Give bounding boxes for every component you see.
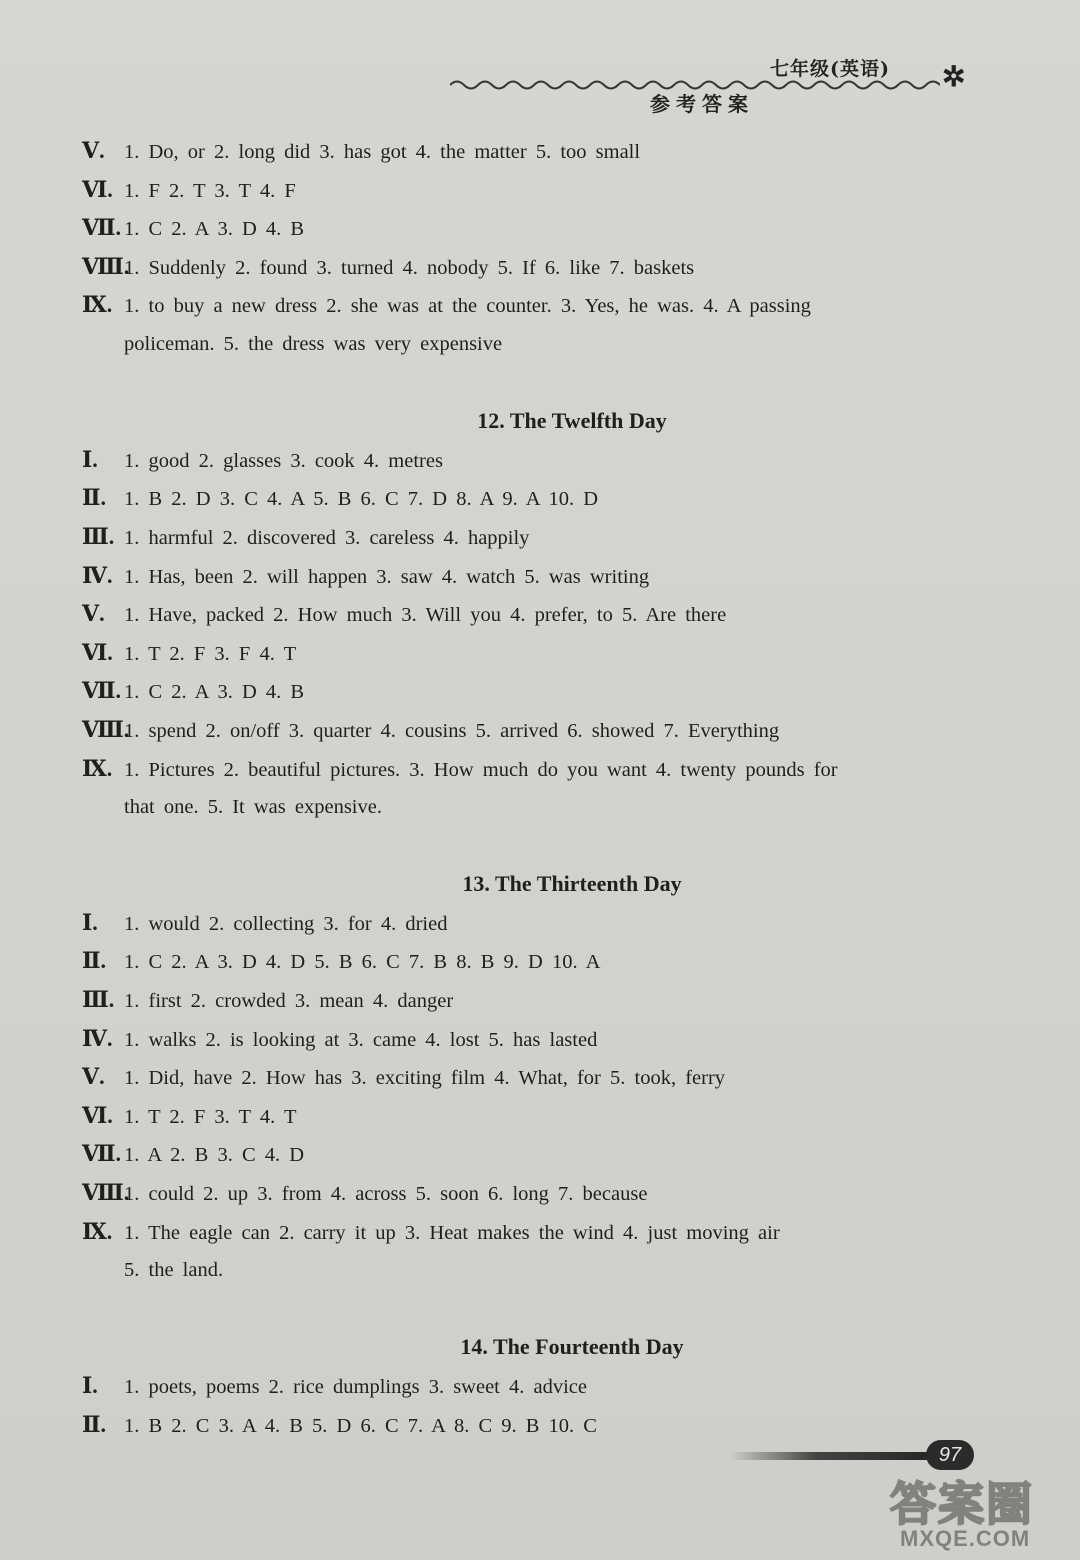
footer-bar — [728, 1452, 946, 1460]
question-number: Ⅰ. — [82, 446, 98, 472]
answer-line — [82, 1406, 982, 1445]
question-number: Ⅷ. — [82, 716, 130, 742]
question-number: Ⅶ. — [82, 215, 122, 241]
question-number: Ⅰ. — [82, 909, 98, 935]
answer-text: 1. harmful 2. discovered 3. careless 4. happily — [124, 526, 530, 549]
answer-text: 1. would 2. collecting 3. for 4. dried — [124, 912, 448, 935]
section-title: 13. The Thirteenth Day — [462, 871, 682, 897]
answer-line — [82, 479, 982, 518]
answer-text: 1. F 2. T 3. T 4. F — [124, 179, 296, 202]
answer-line — [82, 1367, 982, 1406]
section-spacer — [82, 364, 982, 403]
answer-key-title: 参考答案 — [650, 92, 754, 116]
answer-text: 1. Have, packed 2. How much 3. Will you 4. prefer, to 5. Are there — [124, 604, 727, 627]
answer-line — [82, 904, 982, 943]
section-spacer — [82, 1290, 982, 1329]
question-number: Ⅲ. — [82, 987, 115, 1013]
answer-line — [82, 171, 982, 210]
answer-text: 1. C 2. A 3. D 4. B — [124, 681, 305, 704]
watermark-url: MXQE.COM — [900, 1526, 1031, 1551]
question-number: Ⅳ. — [82, 562, 113, 588]
question-number: Ⅸ. — [82, 1218, 113, 1244]
question-number: Ⅶ. — [82, 1141, 122, 1167]
question-number: Ⅸ. — [82, 755, 113, 781]
answer-line — [82, 672, 982, 711]
question-number: Ⅶ. — [82, 678, 122, 704]
answer-line — [82, 1097, 982, 1136]
answer-text: 1. could 2. up 3. from 4. across 5. soon 6. long 7. because — [124, 1183, 648, 1206]
answer-line — [82, 248, 982, 287]
section-spacer — [82, 827, 982, 866]
grade-label: 七年级(英语) — [770, 58, 890, 80]
answer-line — [82, 209, 982, 248]
answer-line — [82, 711, 982, 750]
question-number: Ⅱ. — [82, 948, 107, 974]
answer-text: 1. The eagle can 2. carry it up 3. Heat makes the wind 4. just moving air — [124, 1221, 780, 1244]
answer-line-continued: 5. the land. — [124, 1259, 224, 1282]
answer-text: 1. C 2. A 3. D 4. D 5. B 6. C 7. B 8. B 9. D 10. A — [124, 951, 601, 974]
question-number: Ⅵ. — [82, 639, 113, 665]
answer-line — [82, 441, 982, 480]
answer-text: 1. Pictures 2. beautiful pictures. 3. How much do you want 4. twenty pounds for — [124, 758, 838, 781]
answer-text: 1. A 2. B 3. C 4. D — [124, 1144, 305, 1167]
question-number: Ⅱ. — [82, 485, 107, 511]
question-number: Ⅳ. — [82, 1025, 113, 1051]
question-number: Ⅰ. — [82, 1373, 98, 1398]
answer-line — [82, 518, 982, 557]
answer-text: 1. T 2. F 3. T 4. T — [124, 1105, 297, 1128]
question-number: Ⅴ. — [82, 601, 105, 627]
answer-text: 1. Suddenly 2. found 3. turned 4. nobody 5. If 6. like 7. baskets — [124, 256, 695, 279]
page-number: 97 — [926, 1440, 974, 1470]
answer-line-continued: policeman. 5. the dress was very expensive — [124, 332, 503, 355]
question-number: Ⅷ. — [82, 1180, 130, 1206]
answer-text: 1. first 2. crowded 3. mean 4. danger — [124, 990, 454, 1013]
answer-line — [82, 634, 982, 673]
question-number: Ⅱ. — [82, 1411, 107, 1437]
answer-text: 1. B 2. D 3. C 4. A 5. B 6. C 7. D 8. A 9. A 10. D — [124, 488, 599, 511]
answer-line — [82, 595, 982, 634]
question-number: Ⅲ. — [82, 523, 115, 549]
answer-text: 1. Did, have 2. How has 3. exciting film 4. What, for 5. took, ferry — [124, 1067, 726, 1090]
watermark-text: 答案圈 — [890, 1477, 1034, 1531]
page-header — [450, 50, 970, 120]
question-number: Ⅷ. — [82, 253, 130, 279]
answer-text: 1. T 2. F 3. F 4. T — [124, 642, 297, 665]
answer-line — [82, 557, 982, 596]
answer-text: 1. walks 2. is looking at 3. came 4. lost 5. has lasted — [124, 1028, 598, 1051]
answer-content — [82, 132, 982, 1444]
answer-line — [82, 942, 982, 981]
question-number: Ⅵ. — [82, 1102, 113, 1128]
answer-line — [82, 750, 982, 789]
answer-text: 1. spend 2. on/off 3. quarter 4. cousins 5. arrived 6. showed 7. Everything — [124, 719, 780, 742]
answer-text: 1. Do, or 2. long did 3. has got 4. the matter 5. too small — [124, 141, 641, 163]
answer-line-continued: that one. 5. It was expensive. — [124, 796, 382, 819]
section-title: 12. The Twelfth Day — [477, 408, 667, 434]
question-number: Ⅸ. — [82, 292, 113, 318]
star-icon: ✲ — [942, 62, 966, 93]
answer-line — [82, 1174, 982, 1213]
answer-text: 1. Has, been 2. will happen 3. saw 4. watch 5. was writing — [124, 565, 650, 588]
question-number: Ⅵ. — [82, 176, 113, 202]
answer-line — [82, 1213, 982, 1252]
watermark-logo — [880, 1468, 1080, 1558]
answer-line — [82, 981, 982, 1020]
section-title: 14. The Fourteenth Day — [460, 1334, 684, 1360]
answer-line — [82, 286, 982, 325]
answer-text: 1. good 2. glasses 3. cook 4. metres — [124, 449, 443, 472]
answer-line — [82, 1135, 982, 1174]
answer-line — [82, 132, 982, 171]
answer-text: 1. B 2. C 3. A 4. B 5. D 6. C 7. A 8. C 9. B 10. C — [124, 1414, 597, 1437]
answer-line — [82, 1020, 982, 1059]
question-number: Ⅴ. — [82, 1064, 105, 1090]
question-number: Ⅴ. — [82, 138, 105, 163]
answer-text: 1. to buy a new dress 2. she was at the counter. 3. Yes, he was. 4. A passing — [124, 295, 811, 318]
answer-text: 1. poets, poems 2. rice dumplings 3. sweet 4. advice — [124, 1376, 587, 1398]
answer-text: 1. C 2. A 3. D 4. B — [124, 218, 305, 241]
answer-line — [82, 1058, 982, 1097]
